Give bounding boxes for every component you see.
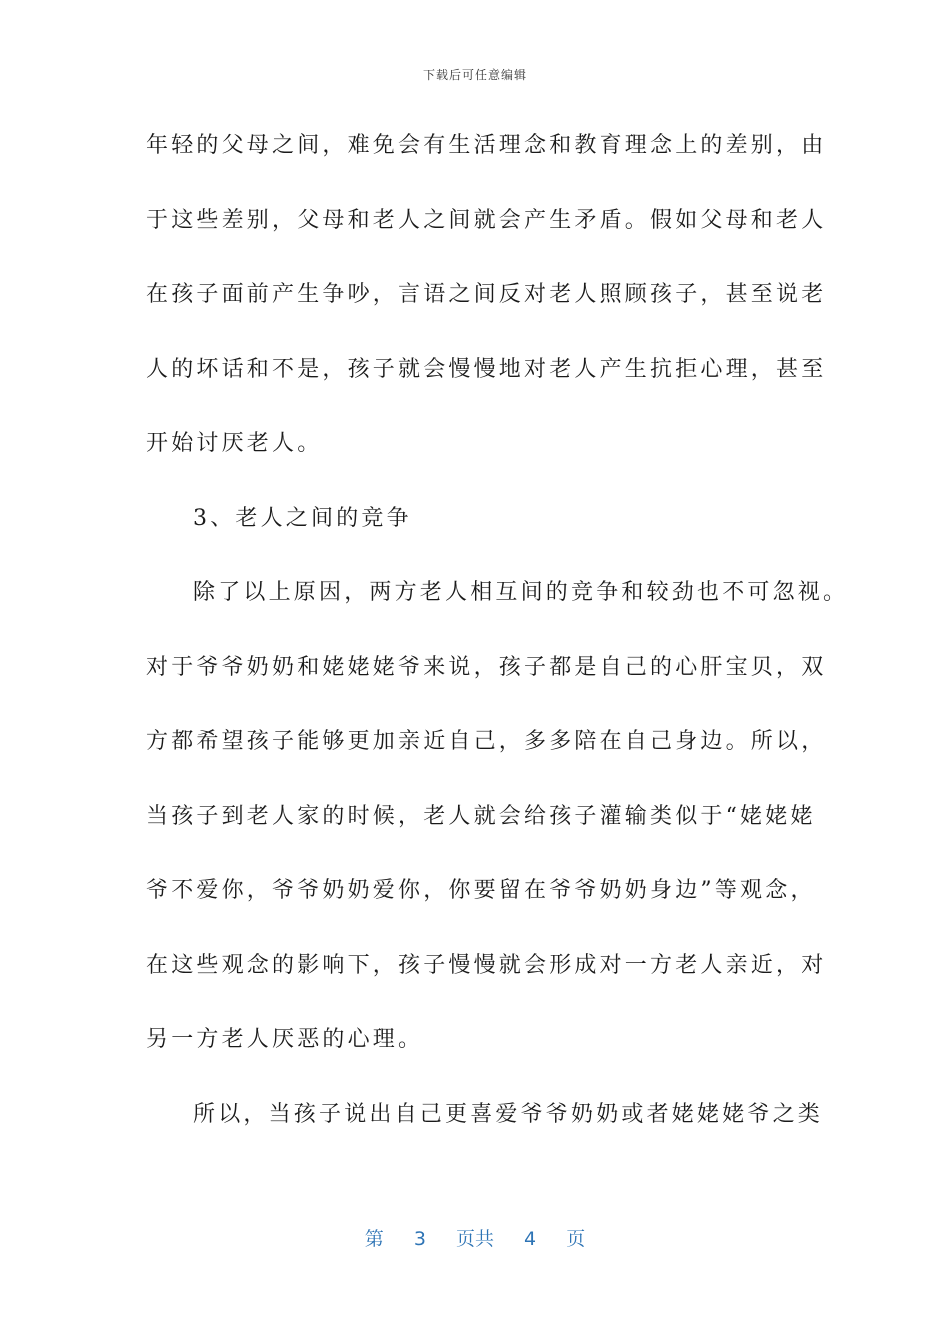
body-text [146,124,849,1167]
paragraph-line: 开始讨厌老人。 [146,431,323,456]
footer-current-page: 3 [413,1228,426,1250]
paragraph-line: 除了以上原因，两方老人相互间的竞争和较劲也不可忽视。 [193,580,849,605]
paragraph-line: 当孩子到老人家的时候，老人就会给孩子灌输类似于“姥姥姥 [146,803,816,829]
paragraph-line: 对于爷爷奶奶和姥姥姥爷来说，孩子都是自己的心肝宝贝，双 [146,654,827,680]
paragraph-line: 人的坏话和不是，孩子就会慢慢地对老人产生抗拒心理，甚至 [146,356,827,382]
paragraph-line: 方都希望孩子能够更加亲近自己，多多陪在自己身边。所以， [146,729,827,754]
footer-suffix: 页 [566,1228,586,1250]
footer-middle: 页共 [455,1228,494,1250]
page-footer [0,1224,950,1251]
footer-prefix: 第 [364,1228,384,1250]
header-note: 下载后可任意编辑 [422,68,527,82]
paragraph-line: 爷不爱你，爷爷奶奶爱你，你要留在爷爷奶奶身边”等观念， [146,878,816,903]
paragraph-line: 在这些观念的影响下，孩子慢慢就会形成对一方老人亲近，对 [146,952,827,978]
paragraph-line: 年轻的父母之间，难免会有生活理念和教育理念上的差别，由 [146,133,827,158]
paragraph-line: 在孩子面前产生争吵，言语之间反对老人照顾孩子，甚至说老 [146,282,827,307]
paragraph-line: 所以，当孩子说出自己更喜爱爷爷奶奶或者姥姥姥爷之类 [193,1101,824,1127]
paragraph-line: 于这些差别，父母和老人之间就会产生矛盾。假如父母和老人 [146,207,827,233]
footer-total-pages: 4 [524,1228,537,1250]
paragraph-line: 另一方老人厌恶的心理。 [146,1027,424,1052]
section-heading: 3、老人之间的竞争 [193,505,412,531]
